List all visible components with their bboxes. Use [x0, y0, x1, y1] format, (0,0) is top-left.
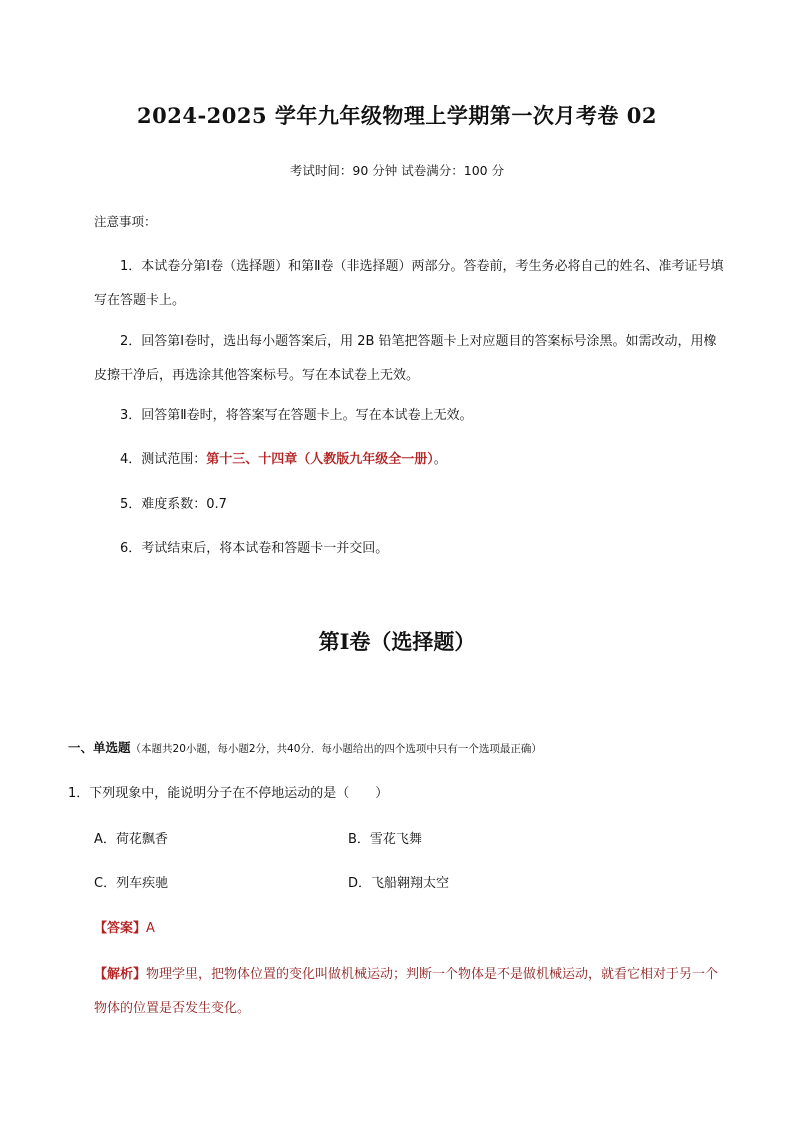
question-1-stem: 1．下列现象中，能说明分子在不停地运动的是（ ） — [68, 786, 389, 801]
single-choice-heading — [68, 738, 542, 756]
section-title: 第Ⅰ卷（选择题） — [318, 629, 476, 654]
exam-meta: 考试时间：90 分钟 试卷满分：100 分 — [289, 163, 505, 178]
note-item-3: 3．回答第Ⅱ卷时，将答案写在答题卡上。写在本试卷上无效。 — [120, 408, 473, 423]
single-choice-lead: 一、单选题 — [68, 740, 131, 755]
note-item-1: 1．本试卷分第Ⅰ卷（选择题）和第Ⅱ卷（非选择题）两部分。答卷前，考生务必将自己的姓名、准考证号填写在答题卡上。 — [94, 259, 724, 308]
note-scope-prefix: 4．测试范围： — [120, 452, 207, 467]
note-scope-suffix: 。 — [433, 452, 447, 467]
note-item-6: 6．考试结束后，将本试卷和答题卡一并交回。 — [120, 541, 389, 556]
answer-value: A — [146, 921, 155, 936]
analysis-text: 物理学里，把物体位置的变化叫做机械运动；判断一个物体是不是做机械运动，就看它相对于另一个物体的位置是否发生变化。 — [94, 967, 719, 1016]
question-1-option-c: C．列车疾驰 — [94, 876, 169, 891]
note-item-2: 2．回答第Ⅰ卷时，选出每小题答案后，用 2B 铅笔把答题卡上对应题目的答案标号涂黑。如需改动，用橡皮擦干净后，再选涂其他答案标号。写在本试卷上无效。 — [94, 334, 717, 383]
question-1-option-b: B．雪花飞舞 — [348, 832, 422, 847]
question-1-answer — [94, 917, 155, 936]
exam-title: 2024-2025 学年九年级物理上学期第一次月考卷 02 — [137, 103, 657, 128]
notes-heading: 注意事项： — [94, 214, 157, 229]
note-item-5: 5．难度系数：0.7 — [120, 497, 227, 512]
single-choice-hint: （本题共20小题，每小题2分，共40分．每小题给出的四个选项中只有一个选项最正确） — [130, 743, 542, 755]
question-1-option-d: D．飞船翱翔太空 — [348, 876, 450, 891]
analysis-label: 【解析】 — [94, 967, 147, 982]
note-item-4 — [120, 443, 447, 477]
answer-label: 【答案】 — [94, 921, 147, 936]
question-1-option-a: A．荷花飘香 — [94, 832, 168, 847]
note-scope-highlight: 第十三、十四章（人教版九年级全一册） — [206, 452, 434, 467]
question-1-analysis — [94, 958, 726, 1026]
